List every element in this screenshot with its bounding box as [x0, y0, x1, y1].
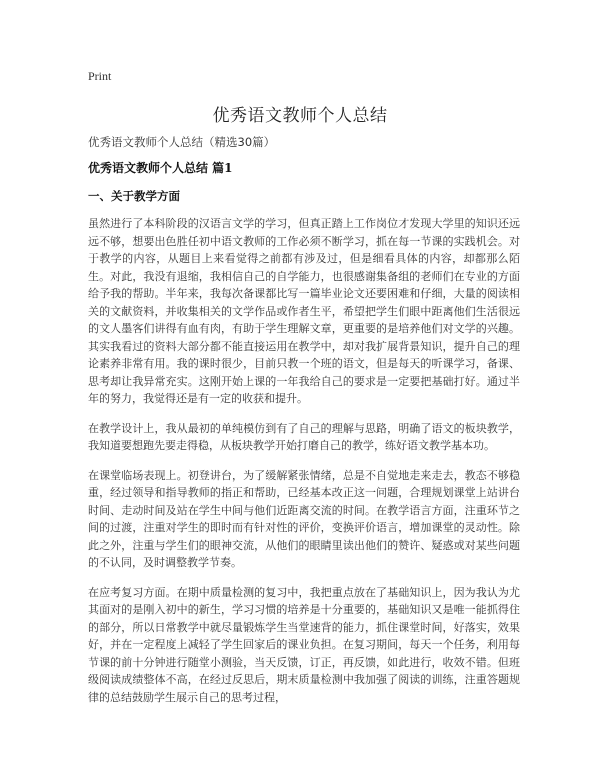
document-title: 优秀语文教师个人总结 [212, 106, 388, 126]
document-body [88, 134, 520, 718]
paragraph-classroom-performance: 在课堂临场表现上。初登讲台，为了缓解紧张情绪，总是不自觉地走来走去，教态不够稳重，经过领导和指导教师的指正和帮助，已经基本改正这一问题，合理规划课堂上站讲台时间、走动时间及站在学生中间与他们近距离交流的时间。在教学语言方面，注重环节之间的过渡，注重对学生的即时而有针对性的评价，变换评价语言，增加课堂的灵动性。除此之外，注重与学生们的眼神交流，从他们的眼睛里读出他们的赞许、疑惑或对某些问题的不认同，及时调整教学节奏。 [88, 468, 520, 569]
subsection-title: 一、关于教学方面 [88, 189, 180, 203]
paragraph-teaching-design: 在教学设计上，我从最初的单纯模仿到有了自己的理解与思路，明确了语文的板块教学，我知道要想跑先要走得稳，从板块教学开始打磨自己的教学，练好语文教学基本功。 [88, 421, 520, 452]
document-subtitle: 优秀语文教师个人总结（精选30篇） [88, 135, 276, 149]
print-link[interactable]: Print [88, 69, 112, 83]
paragraph-teaching-background: 虽然进行了本科阶段的汉语言文学的学习，但真正踏上工作岗位才发现大学里的知识还远远不够，想要出色胜任初中语文教师的工作必须不断学习，抓在每一节课的实践机会。对于教学的内容，从题目上来看觉得之前都有涉及过，但是细看具体的内容，却都那么陌生。对此，我没有退缩，我相信自己的自学能力，也很感谢集备组的老师们在专业的方面给予我的帮助。半年来，我每次备课都比写一篇毕业论文还要困难和仔细，大量的阅读相关的文献资料，并收集相关的文学作品或作者生平，希望把学生们眼中距离他们生活很远的文人墨客们讲得有血有肉，有助于学生理解文章，更重要的是培养他们对文学的兴趣。其实我看过的资料大部分都不能直接运用在教学中，却对我扩展背景知识，提升自己的理论素养非常有用。我的课时很少，目前只教一个班的语文，但是每天的听课学习，备课、思考却让我异常充实。这刚开始上课的一年我给自己的要求是一定要把基础打好。通过半年的努力，我觉得还是有一定的收获和提升。 [88, 217, 520, 405]
section-title: 优秀语文教师个人总结 篇1 [88, 161, 233, 175]
paragraph-exam-review: 在应考复习方面。在期中质量检测的复习中，我把重点放在了基础知识上，因为我认为尤其面对的是刚入初中的新生，学习习惯的培养是十分重要的，基础知识又是唯一能抓得住的部分，所以日常教学中就尽量锻炼学生当堂速背的能力，抓住课堂时间，好落实，效果好，并在一定程度上减轻了学生回家后的课业负担。在复习期间，每天一个任务，利用每节课的前十分钟进行随堂小测验，当天反馈，订正，再反馈，如此进行，收效不错。但班级阅读成绩整体不高，在经过反思后，期末质量检测中我加强了阅读的训练，注重答题规律的总结鼓励学生展示自己的思考过程， [88, 585, 520, 704]
